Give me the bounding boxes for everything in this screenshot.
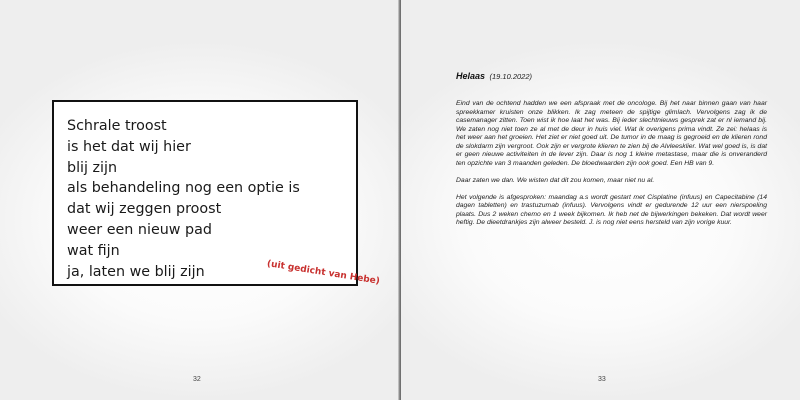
poem-line: weer een nieuw pad: [67, 221, 212, 238]
paragraph: Eind van de ochtend hadden we een afspraak met de oncologe. Bij het naar binnen gaan van haar spreekkamer kruisten onze blikken. Ik zag meteen de spijtige glimlach. Vervolgens zag ik de casemanager zitten. Toen wist ik hoe laat het was. Bij ieder slechtnieuws gesprek zat er nl iemand bij. We zaten nog niet toen ze al met de deur in huis viel. Wat ik overigens prima vindt. Ze zei: helaas is het weer aan het groeien. Het ziet er niet goed uit. De tumor in de maag is gegroeid en de klieren rond de slokdarm zijn vergroot. Ook zijn er vergrote klieren te zien bij de Alvleesklier. Wat wel goed is, is dat er geen nieuwe activiteiten in de lever zijn. Daar is nog 1 kleine metastase, maar die is onveranderd ten opzichte van 3 maanden geleden. De bloedwaarden zijn ook goed. Een HB van 9.: [456, 100, 767, 167]
poem-line: blij zijn: [67, 159, 118, 176]
paragraph: Daar zaten we dan. We wisten dat dit zou komen, maar niet nu al.: [456, 176, 655, 184]
left-page: [0, 0, 399, 400]
article-date: (19.10.2022): [489, 72, 533, 81]
paragraph: Het volgende is afgesproken: maandag a.s wordt gestart met Cisplatine (infuus) en Capecitabine (14 dagen tabletten) en trastuzumab (infuus). Vervolgens vindt er gedurende 12 uur een nierspoeling plaats. Dus 2 weken chemo en 1 week bijkomen. Ik heb net de bijwerkingen bekeken. Dat wordt weer heftig. De dieetdrankjes zijn alweer besteld. J. is nog niet eens hersteld van zijn vorige kuur.: [456, 193, 767, 226]
poem-line: als behandeling nog een optie is: [67, 180, 300, 197]
right-page: [401, 0, 800, 400]
page-number-left: 32: [193, 376, 201, 383]
article: [456, 66, 767, 236]
poem-credit: (uit gedicht van Hebe): [266, 259, 381, 287]
poem-line: ja, laten we blij zijn: [67, 263, 205, 280]
poem-line: Schrale troost: [67, 118, 167, 134]
article-title: Helaas: [456, 71, 486, 81]
poem-box: [52, 100, 381, 287]
poem-line: wat fijn: [67, 242, 120, 259]
poem-line: is het dat wij hier: [67, 138, 191, 155]
poem-line: dat wij zeggen proost: [67, 201, 222, 218]
poem: [67, 116, 300, 282]
page-number-right: 33: [598, 376, 606, 383]
article-heading: [456, 66, 767, 84]
